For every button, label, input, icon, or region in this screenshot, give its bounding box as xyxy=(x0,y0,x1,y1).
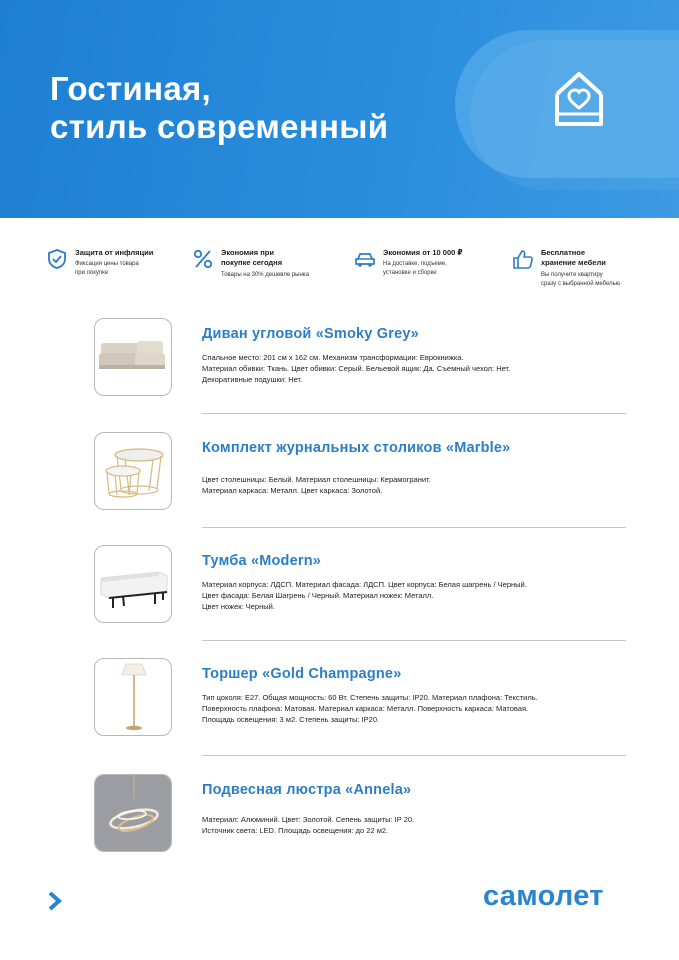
product-item xyxy=(94,545,626,645)
product-item xyxy=(94,658,626,758)
truck-icon xyxy=(354,248,376,270)
percent-icon xyxy=(192,248,214,270)
brand-logo: самолет xyxy=(483,880,604,912)
feature-subtitle: Вы получите квартиру сразу с выбранной мебелью xyxy=(541,272,621,287)
thumbs-up-icon xyxy=(512,248,534,270)
product-description: Спальное место: 201 см х 162 см. Механизм трансформации: Еврокнижка. Материал обивки: Ткань. Цвет обивки: Серый. Бельевой ящик: Да. Съемный чехол: Нет. Декоративные подушки: Нет. xyxy=(202,353,511,384)
feature-title: Бесплатное хранение мебели xyxy=(541,248,606,267)
floor-lamp-image xyxy=(95,659,172,736)
shield-check-icon xyxy=(46,248,68,270)
product-description: Тип цоколя: E27. Общая мощность: 60 Вт. Степень защиты: IP20. Материал плафона: Текстиль. Поверхность плафона: Матовая. Материал каркаса: Металл. Поверхность каркаса: Матовая. Площадь освещения: 3 м2. Степень защиты: IP20. xyxy=(202,693,538,724)
product-item xyxy=(94,774,626,874)
product-name: Диван угловой «Smoky Grey» xyxy=(202,326,419,342)
feature-subtitle: Фиксация цены товара при покупке xyxy=(75,261,139,276)
product-description: Материал корпуса: ЛДСП. Материал фасада: ЛДСП. Цвет корпуса: Белая шагрень / Черный. Цвет фасада: Белая Шагрень / Черный. Материал ножек: Металл. Цвет ножек: Черный. xyxy=(202,580,527,611)
item-divider xyxy=(202,640,626,641)
product-thumbnail xyxy=(94,545,172,623)
house-heart-icon xyxy=(553,70,605,128)
coffee-tables-image xyxy=(95,433,172,510)
product-thumbnail xyxy=(94,432,172,510)
feature-title: Защита от инфляции xyxy=(75,248,154,257)
product-description: Цвет столешницы: Белый. Материал столешницы: Керамогранит. Материал каркаса: Металл. Цвет каркаса: Золотой. xyxy=(202,475,431,495)
product-thumbnail xyxy=(94,658,172,736)
header-banner xyxy=(0,0,679,218)
product-name: Подвесная люстра «Annela» xyxy=(202,782,412,798)
product-item xyxy=(94,432,626,532)
product-thumbnail xyxy=(94,774,172,852)
item-divider xyxy=(202,413,626,414)
item-divider xyxy=(202,755,626,756)
feature-title: Экономия от 10 000 ₽ xyxy=(383,248,463,257)
feature-subtitle: Товары на 30% дешевле рынка xyxy=(221,272,309,278)
product-item xyxy=(94,318,626,418)
tv-stand-image xyxy=(95,546,172,623)
product-name: Тумба «Modern» xyxy=(202,553,322,569)
sofa-image xyxy=(95,319,172,396)
page-title-line-1: Гостиная, xyxy=(50,70,211,107)
chandelier-image xyxy=(95,775,172,852)
item-divider xyxy=(202,527,626,528)
page-title xyxy=(50,70,388,146)
product-name: Комплект журнальных столиков «Marble» xyxy=(202,440,511,456)
feature-subtitle: На доставке, подъеме, установке и сборке xyxy=(383,261,447,276)
feature-title: Экономия при покупке сегодня xyxy=(221,248,283,267)
product-thumbnail xyxy=(94,318,172,396)
product-description: Материал: Алюминий. Цвет: Золотой. Сепень защиты: IP 20. Источник света: LED. Площадь освещения: до 22 м2. xyxy=(202,815,415,835)
page-title-line-2: стиль современный xyxy=(50,108,389,145)
chevron-right-icon xyxy=(47,890,63,912)
product-name: Торшер «Gold Champagne» xyxy=(202,666,402,682)
features-row xyxy=(46,246,646,296)
